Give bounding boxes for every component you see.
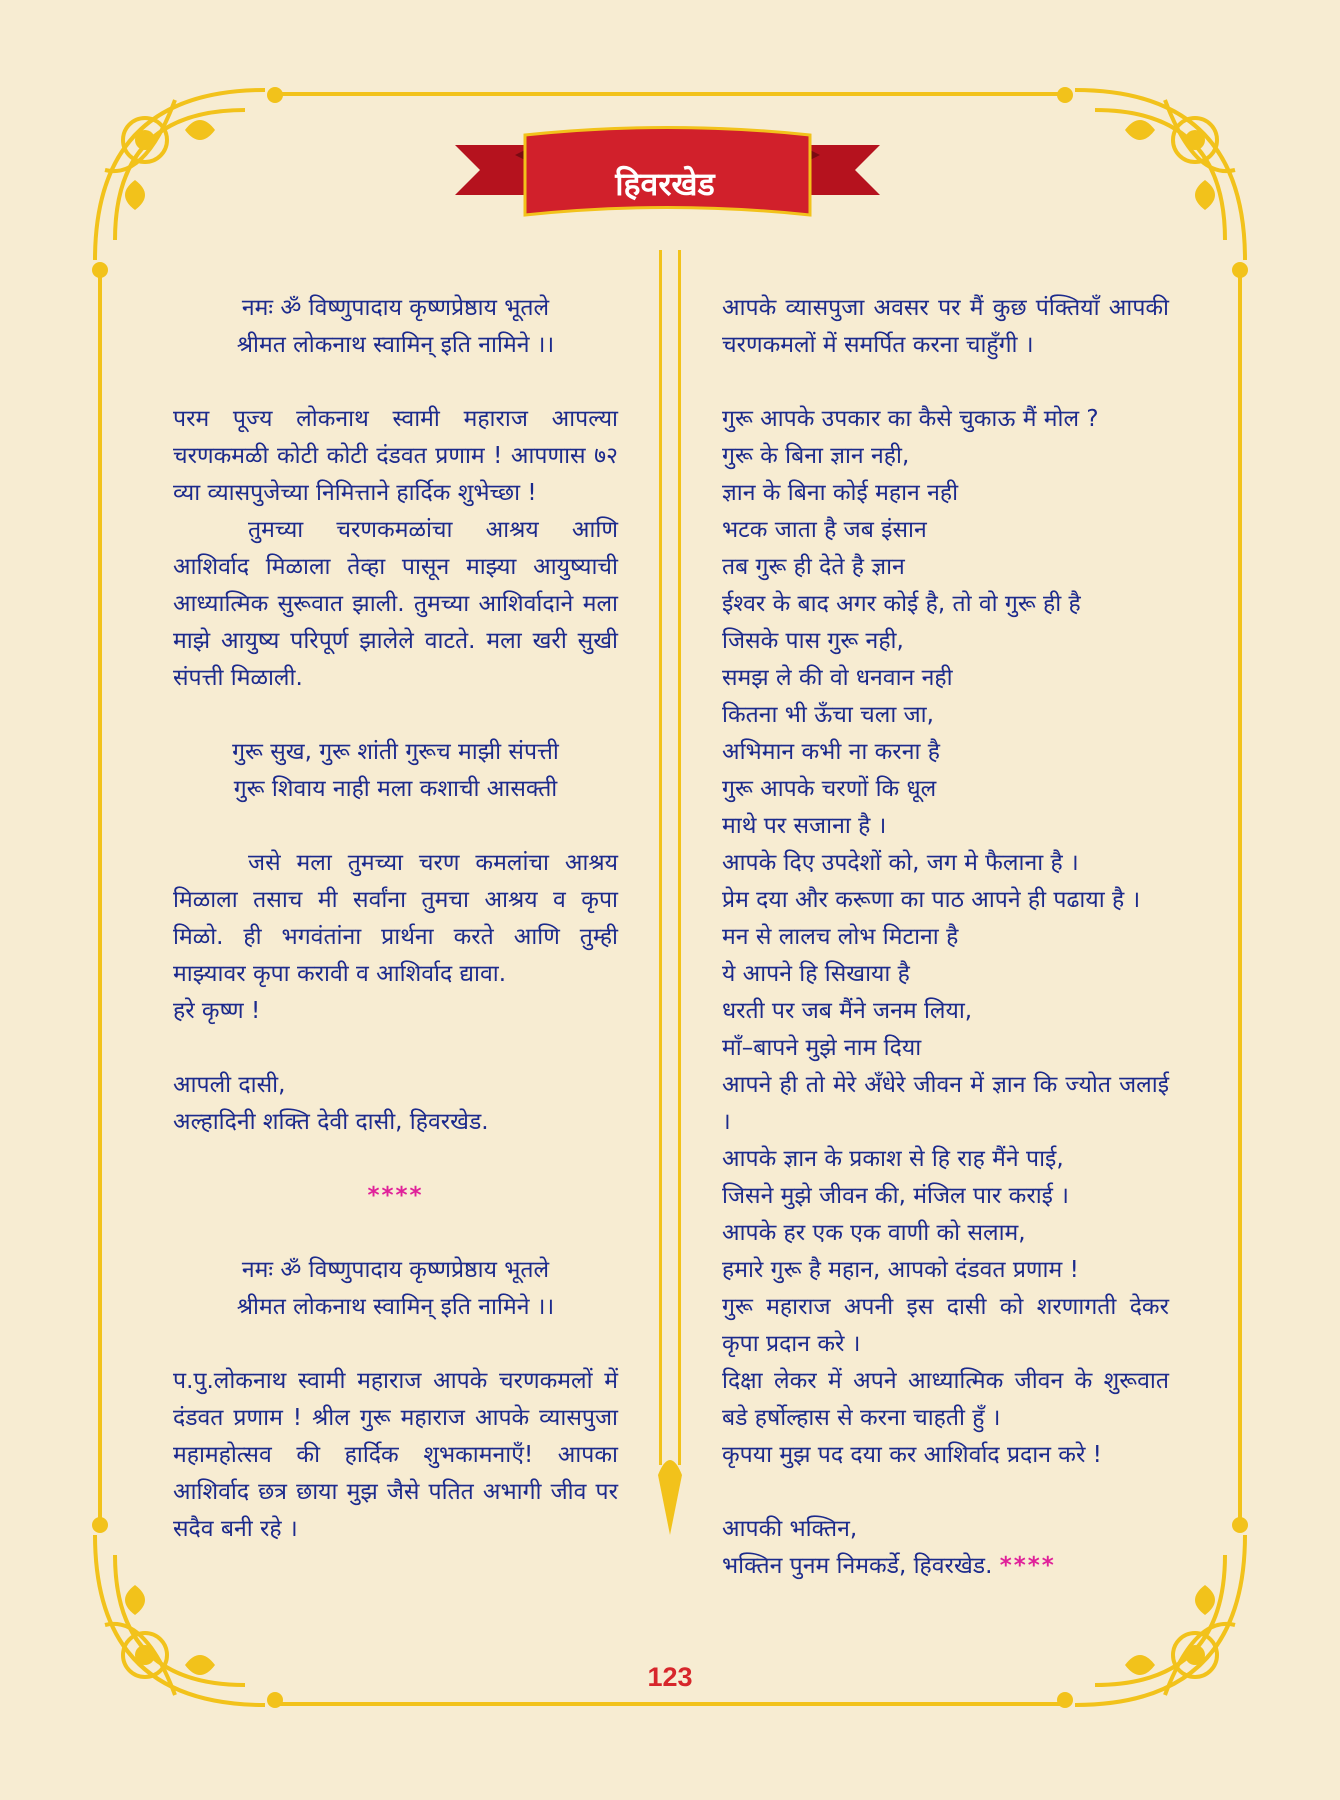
poem-line: गुरू आपके चरणों कि धूल	[722, 776, 937, 802]
poem-line: मन से लालच लोभ मिटाना है	[722, 924, 959, 950]
poem-line: प्रेम दया और करूणा का पाठ आपने ही पढाया है ।	[722, 887, 1141, 913]
poem-line: माँ–बापने मुझे नाम दिया	[722, 1035, 922, 1061]
mantra-line: श्रीमत लोकनाथ स्वामिन् इति नामिने ।।	[236, 332, 555, 358]
right-column	[722, 290, 1169, 1585]
poem-line: जिसके पास गुरू नही,	[722, 628, 904, 654]
signature-line: आपली दासी,	[173, 1072, 286, 1098]
corner-ornament-top-left	[75, 70, 285, 280]
poem-line: अभिमान कभी ना करना है	[722, 739, 940, 765]
poem-line: जिसने मुझे जीवन की, मंजिल पार कराई ।	[722, 1183, 1070, 1209]
poem	[722, 401, 1169, 1474]
poem-line: कृपया मुझ पद दया कर आशिर्वाद प्रदान करे !	[722, 1442, 1102, 1468]
mantra-line: नमः ॐ विष्णुपादाय कृष्णप्रेष्ठाय भूतले	[241, 1257, 550, 1283]
poem-line: हमारे गुरू है महान, आपको दंडवत प्रणाम !	[722, 1257, 1079, 1283]
poem-line: धरती पर जब मैंने जनम लिया,	[722, 998, 973, 1024]
signature-name-line	[722, 1548, 1169, 1585]
page-title: हिवरखेड	[615, 165, 715, 203]
frame-right-line	[1238, 270, 1242, 1530]
poem-line: गुरू आपके उपकार का कैसे चुकाऊ मैं मोल ?	[722, 406, 1099, 432]
poem-line: आपने ही तो मेरे अँधेरे जीवन में ज्ञान कि ज्योत जलाई ।	[722, 1072, 1169, 1135]
poem-line: गुरू महाराज अपनी इस दासी को शरणागती देकर कृपा प्रदान करे ।	[722, 1294, 1169, 1357]
closing-greeting: हरे कृष्ण !	[173, 998, 261, 1024]
poem-line: भटक जाता है जब इंसान	[722, 517, 927, 543]
frame-top-line	[270, 92, 1070, 96]
page-number: 123	[647, 1662, 693, 1692]
paragraph: आपके व्यासपुजा अवसर पर मैं कुछ पंक्तियाँ आपकी चरणकमलों में समर्पित करना चाहुँगी ।	[722, 295, 1169, 358]
poem-line: कितना भी ऊँचा चला जा,	[722, 702, 934, 728]
poem-line: आपके ज्ञान के प्रकाश से हि राह मैंने पाई,	[722, 1146, 1064, 1172]
couplet-line: गुरू सुख, गुरू शांती गुरूच माझी संपत्ती	[232, 739, 559, 765]
poem-line: गुरू के बिना ज्ञान नही,	[722, 443, 910, 469]
poem-line: तब गुरू ही देते है ज्ञान	[722, 554, 905, 580]
signature-name: अल्हादिनी शक्ति देवी दासी, हिवरखेड.	[173, 1109, 489, 1135]
paragraph: प.पु.लोकनाथ स्वामी महाराज आपके चरणकमलों में दंडवत प्रणाम ! श्रील गुरू महाराज आपके व्यासपुजा महामहोत्सव की हार्दिक शुभकामनाएँ! आपका आशिर्वाद छत्र छाया मुझ जैसे पतित अभागी जीव पर सदैव बनी रहे ।	[173, 1368, 618, 1542]
poem-line: ज्ञान के बिना कोई महान नही	[722, 480, 959, 506]
mantra-line: नमः ॐ विष्णुपादाय कृष्णप्रेष्ठाय भूतले	[241, 295, 550, 321]
section-separator: ****	[367, 1183, 424, 1209]
left-column	[173, 290, 618, 1548]
poem-line: समझ ले की वो धनवान नही	[722, 665, 953, 691]
signature-line: आपकी भक्तिन,	[722, 1516, 858, 1542]
column-divider	[656, 250, 684, 1590]
paragraph: जसे मला तुमच्या चरण कमलांचा आश्रय मिळाला तसाच मी सर्वांना तुमचा आश्रय व कृपा मिळो. ही भगवंतांना प्रार्थना करते आणि तुम्ही माझ्यावर कृपा करावी व आशिर्वाद द्यावा.	[173, 850, 618, 987]
poem-line: आपके हर एक एक वाणी को सलाम,	[722, 1220, 1026, 1246]
mantra-line: श्रीमत लोकनाथ स्वामिन् इति नामिने ।।	[236, 1294, 555, 1320]
poem-line: दिक्षा लेकर में अपने आध्यात्मिक जीवन के शुरूवात बडे हर्षोल्हास से करना चाहती हुँ ।	[722, 1368, 1169, 1431]
corner-ornament-top-right	[1055, 70, 1265, 280]
frame-left-line	[98, 270, 102, 1530]
paragraph: परम पूज्य लोकनाथ स्वामी महाराज आपल्या चरणकमळी कोटी कोटी दंडवत प्रणाम ! आपणास ७२ व्या व्यासपुजेच्या निमित्ताने हार्दिक शुभेच्छा !	[173, 406, 618, 506]
signature-name: भक्तिन पुनम निमकर्डे, हिवरखेड.	[722, 1553, 993, 1579]
poem-line: आपके दिए उपदेशों को, जग मे फैलाना है ।	[722, 850, 1079, 876]
frame-bottom-line	[270, 1702, 1070, 1706]
couplet-line: गुरू शिवाय नाही मला कशाची आसक्ती	[233, 776, 558, 802]
poem-line: माथे पर सजाना है ।	[722, 813, 887, 839]
signature-stars: ****	[999, 1553, 1056, 1579]
poem-line: ये आपने हि सिखाया है	[722, 961, 910, 987]
poem-line: ईश्वर के बाद अगर कोई है, तो वो गुरू ही है	[722, 591, 1081, 617]
paragraph: तुमच्या चरणकमळांचा आश्रय आणि आशिर्वाद मिळाला तेव्हा पासून माझ्या आयुष्याची आध्यात्मिक सुरूवात झाली. तुमच्या आशिर्वादाने मला माझे आयुष्य परिपूर्ण झालेले वाटते. मला खरी सुखी संपत्ती मिळाली.	[173, 517, 618, 691]
